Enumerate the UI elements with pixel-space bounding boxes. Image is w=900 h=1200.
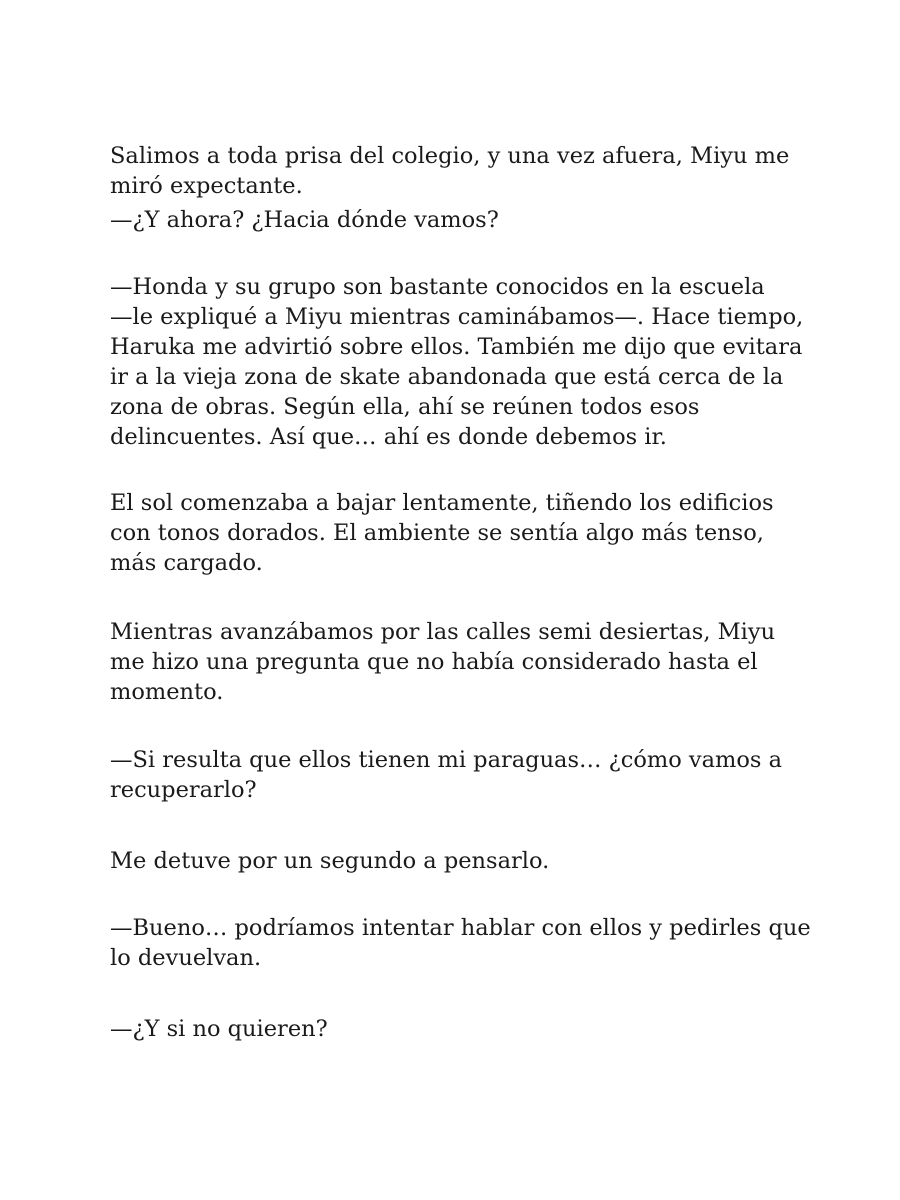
text-line: —le expliqué a Miyu mientras caminábamos—. Hace tiempo, (110, 304, 804, 330)
text-line: —Honda y su grupo son bastante conocidos en la escuela (110, 274, 765, 300)
text-line: zona de obras. Según ella, ahí se reúnen todos esos (110, 394, 700, 420)
text-line: ir a la vieja zona de skate abandonada que está cerca de la (110, 364, 784, 390)
text-line: con tonos dorados. El ambiente se sentía algo más tenso, (110, 520, 764, 546)
text-line: Salimos a toda prisa del colegio, y una vez afuera, Miyu me (110, 143, 790, 169)
text-line: me hizo una pregunta que no había considerado hasta el (110, 649, 758, 675)
text-line: delincuentes. Así que… ahí es donde debemos ir. (110, 424, 667, 450)
text-line: —Si resulta que ellos tienen mi paraguas… ¿cómo vamos a (110, 747, 783, 773)
text-line: momento. (110, 679, 224, 705)
text-line: Me detuve por un segundo a pensarlo. (110, 848, 550, 874)
text-line: más cargado. (110, 550, 263, 576)
text-line: —Bueno… podríamos intentar hablar con ellos y pedirles que (110, 915, 811, 941)
text-line: Haruka me advirtió sobre ellos. También me dijo que evitara (110, 334, 803, 360)
text-line: recuperarlo? (110, 777, 257, 803)
text-line: lo devuelvan. (110, 945, 262, 971)
text-line: —¿Y ahora? ¿Hacia dónde vamos? (110, 207, 499, 233)
text-line: —¿Y si no quieren? (110, 1016, 328, 1042)
text-line: El sol comenzaba a bajar lentamente, tiñendo los edificios (110, 490, 774, 516)
text-line: Mientras avanzábamos por las calles semi desiertas, Miyu (110, 619, 776, 645)
text-line: miró expectante. (110, 173, 303, 199)
